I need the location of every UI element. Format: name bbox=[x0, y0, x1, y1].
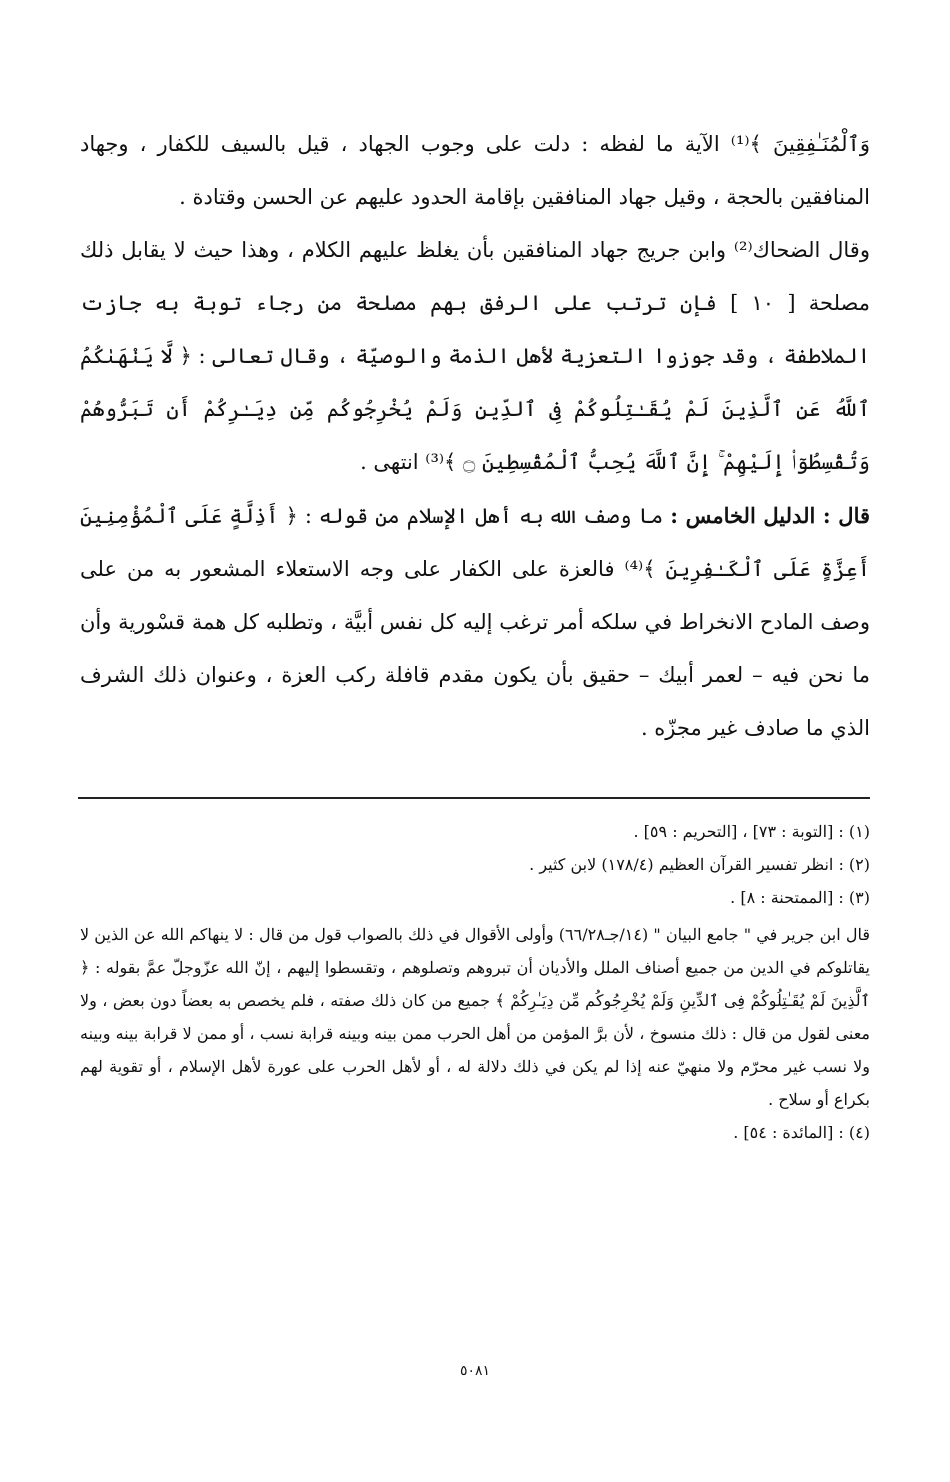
paragraph-1: وَٱلْمُنَـٰفِقِينَ ﴾⁽¹⁾ الآية ما لفظه : دلت على وجوب الجهاد ، قيل بالسيف للكفار ، وجهاد المنافقين بالحجة ، وقيل جهاد المنافقين بإقامة الحدود عليهم عن الحسن وقتادة . bbox=[80, 132, 870, 209]
footnotes bbox=[80, 815, 870, 1149]
footnote-4: (٤) : [المائدة : ٥٤] . bbox=[733, 1123, 870, 1142]
footnote-3: (٣) : [الممتحنة : ٨] . bbox=[730, 888, 870, 907]
paragraph-3 bbox=[80, 489, 870, 755]
footnote-3-commentary: قال ابن جرير في " جامع البيان " (١٤/جـ٦٦/٢٨) وأولى الأقوال في ذلك بالصواب قول من قال : لا ينهاكم الله عن الذين لا يقاتلوكم في الدين من جميع أصناف الملل والأديان أن تبروهم وتصلوهم ، وتقسطوا إليهم ، إنّ الله عزّوجلّ عمَّ بقوله : ﴿ ٱلَّذِينَ لَمْ يُقَـٰتِلُوكُمْ فِى ٱلدِّينِ وَلَمْ يُخْرِجُوكُم مِّن دِيَـٰرِكُمْ ﴾ جميع من كان ذلك صفته ، فلم يخصص به بعضاً دون بعض ، ولا معنى لقول من قال : ذلك منسوخ ، لأن برَّ المؤمن من أهل الحرب ممن بينه وبينه قرابة نسب ، أو ممن لا قرابة بينه وبينه ولا نسب غير محرّم ولا منهيّ عنه إذا لم يكن في ذلك دلالة له ، أو لأهل الحرب على عورة لأهل الإسلام ، أو تقوية لهم بكراع أو سلاح . bbox=[80, 925, 871, 1109]
paragraph-2: وقال الضحاك⁽²⁾ وابن جريج جهاد المنافقين بأن يغلظ عليهم الكلام ، وهذا حيث لا يقابل ذلك مصلحة [ ١٠ ] فإن ترتب على الرفق بهم مصلحة من رجاء توبة به جازت الملاطفة ، وقد جوزوا التعزية لأهل الذمة والوصيّة ، وقال تعالى : ﴿ لَّا يَنْهَىٰكُمُ ٱللَّهُ عَنِ ٱلَّذِينَ لَمْ يُقَـٰتِلُوكُمْ فِى ٱلدِّينِ وَلَمْ يُخْرِجُوكُم مِّن دِيَـٰرِكُمْ أَن تَبَرُّوهُمْ وَتُقْسِطُوٓا۟ إِلَيْهِمْ ۚ إِنَّ ٱللَّهَ يُحِبُّ ٱلْمُقْسِطِينَ ۝ ﴾⁽³⁾ انتهى . bbox=[80, 238, 870, 474]
page-number: ٥٠٨١ bbox=[459, 1363, 491, 1379]
paragraph-3-body: ما وصف الله به أهل الإسلام من قوله : ﴿ أَذِلَّةٍ عَلَى ٱلْمُؤْمِنِينَ أَعِزَّةٍ عَلَى ٱلْكَـٰفِرِينَ ﴾⁽⁴⁾ فالعزة على الكفار على وجه الاستعلاء المشعور به من على وصف المادح الانخراط في سلكه أمر ترغب إليه كل نفس أبيَّة ، وتطلبه كل همة قسْورية وأن ما نحن فيه – لعمر أبيك – حقيق بأن يكون مقدم قافلة ركب العزة ، وعنوان ذلك الشرف الذي ما صادف غير مجزّه . bbox=[80, 504, 870, 740]
main-text bbox=[80, 118, 870, 755]
footnote-1: (١) : [التوبة : ٧٣] ، [التحريم : ٥٩] . bbox=[633, 822, 870, 841]
paragraph-3-lead: قال : الدليل الخامس : bbox=[670, 503, 871, 528]
footnote-divider bbox=[78, 797, 870, 799]
footnote-2: (٢) : انظر تفسير القرآن العظيم (١٧٨/٤) لابن كثير . bbox=[529, 855, 870, 874]
